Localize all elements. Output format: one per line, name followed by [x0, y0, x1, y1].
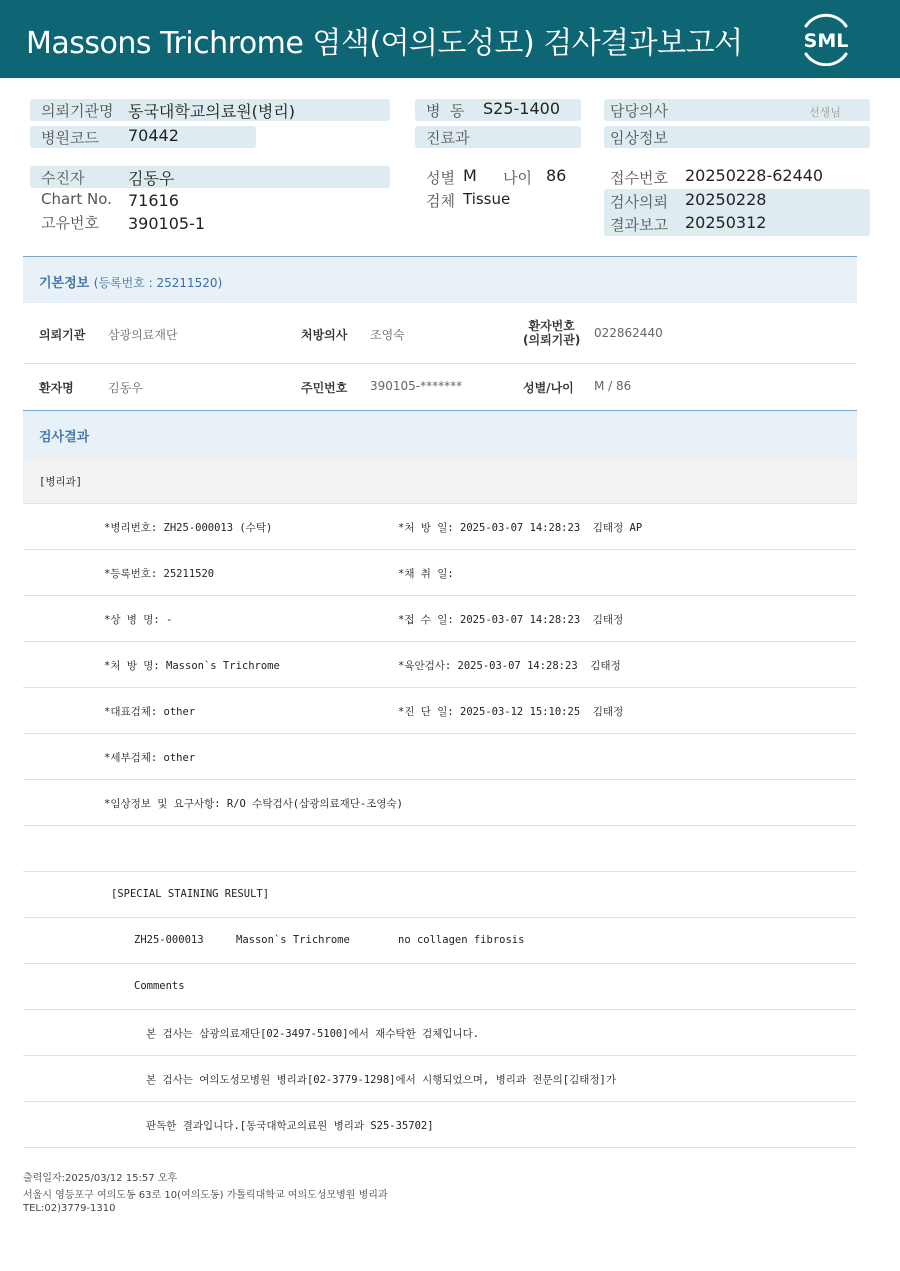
department-label: 진료과 — [426, 129, 470, 147]
result-left: *세부검체: other — [104, 752, 196, 764]
specimen-value: Tissue — [463, 190, 511, 208]
patient-name-val: 김동우 — [108, 381, 143, 395]
request-value: 20250228 — [685, 190, 767, 209]
prescriber-key: 처방의사 — [301, 328, 348, 342]
age-label: 나이 — [503, 169, 532, 187]
sex-label: 성별 — [426, 169, 455, 187]
report-title: Massons Trichrome 염색(여의도성모) 검사결과보고서 — [26, 26, 743, 61]
ward-value: S25-1400 — [483, 99, 561, 118]
hospital-code-value: 70442 — [128, 126, 179, 145]
special-stain: Masson`s Trichrome — [236, 934, 350, 946]
result-left: *대표검체: other — [104, 706, 196, 718]
result-right: *접 수 일: 2025-03-07 14:28:23 김태정 — [398, 614, 624, 626]
result-left: *처 방 명: Masson`s Trichrome — [104, 660, 280, 672]
blank-row — [23, 826, 857, 872]
report-date-value: 20250312 — [685, 213, 767, 232]
patient-name-key: 환자명 — [39, 381, 74, 395]
result-left: *등록번호: 25211520 — [104, 568, 215, 580]
dept-row — [23, 458, 857, 504]
result-row — [23, 734, 857, 780]
special-result: no collagen fibrosis — [398, 934, 525, 946]
comment-row — [23, 1102, 857, 1148]
basic-info-title: 기본정보 — [39, 276, 90, 291]
result-row — [23, 596, 857, 642]
receipt-value: 20250228-62440 — [685, 166, 824, 185]
doctor-suffix: 선생님 — [809, 106, 841, 119]
logo-text: SML — [803, 30, 849, 52]
comment-row — [23, 1010, 857, 1056]
comments-label: Comments — [134, 980, 185, 992]
comment-text: 본 검사는 여의도성모병원 병리과[02-3779-1298]에서 시행되었으며, 병리과 전문의[김태정]가 — [146, 1074, 616, 1086]
result-left: *상 병 명: - — [104, 614, 173, 626]
result-row — [23, 780, 857, 826]
patient-label: 수진자 — [41, 169, 85, 187]
age-value: 86 — [546, 166, 567, 185]
special-result-row — [23, 918, 857, 964]
institution-value: 동국대학교의료원(병리) — [128, 102, 296, 121]
result-row — [23, 642, 857, 688]
receipt-label: 접수번호 — [610, 169, 668, 187]
result-right: *육안검사: 2025-03-07 14:28:23 김태정 — [398, 660, 621, 672]
institution-val: 삼광의료재단 — [108, 328, 178, 342]
report-banner — [0, 0, 900, 78]
special-id: ZH25-000013 — [134, 934, 204, 946]
footer-address: 서울시 영등포구 여의도동 63로 10(여의도동) 가톨릭대학교 여의도성모병원 병리과 — [23, 1190, 388, 1201]
chart-no-label: Chart No. — [41, 190, 112, 208]
doctor-label: 담당의사 — [610, 102, 668, 120]
printed-date: 출력일자:2025/03/12 15:57 오후 — [23, 1173, 178, 1184]
comments-row — [23, 964, 857, 1010]
sex-value: M — [463, 166, 477, 185]
resident-no-key: 주민번호 — [301, 381, 348, 395]
registration-note: (등록번호 : 25211520) — [93, 276, 223, 290]
comment-text: 판독한 결과입니다.[동국대학교의료원 병리과 S25-35702] — [146, 1120, 434, 1132]
resident-no-val: 390105-******* — [370, 379, 463, 393]
dept-label: [병리과] — [39, 476, 83, 488]
comment-row — [23, 1056, 857, 1102]
report-date-label: 결과보고 — [610, 216, 668, 234]
comment-text: 본 검사는 삼광의료재단[02-3497-5100]에서 재수탁한 검체입니다. — [146, 1028, 480, 1040]
result-row — [23, 550, 857, 596]
unique-no-value: 390105-1 — [128, 214, 206, 233]
hospital-code-label: 병원코드 — [41, 129, 99, 147]
special-title: [SPECIAL STAINING RESULT] — [111, 888, 270, 900]
unique-no-label: 고유번호 — [41, 214, 99, 232]
result-right: *채 취 일: — [398, 568, 454, 580]
sex-age-key: 성별/나이 — [523, 381, 574, 395]
patient-value: 김동우 — [128, 169, 175, 188]
basic-info-row-1 — [23, 303, 857, 364]
chart-no-value: 71616 — [128, 191, 179, 210]
basic-info-header — [23, 256, 857, 303]
footer-tel: TEL:02)3779-1310 — [23, 1203, 116, 1214]
result-right: *처 방 일: 2025-03-07 14:28:23 김태정 AP — [398, 522, 643, 534]
result-left: *병리번호: ZH25-000013 (수탁) — [104, 522, 273, 534]
clinical-label: 임상정보 — [610, 129, 668, 147]
results-header — [23, 411, 857, 458]
result-left: *임상정보 및 요구사항: R/O 수탁검사(삼광의료재단-조영숙) — [104, 798, 404, 810]
result-row — [23, 504, 857, 550]
institution-key: 의뢰기관 — [39, 328, 86, 342]
result-right: *진 단 일: 2025-03-12 15:10:25 김태정 — [398, 706, 624, 718]
sml-logo-icon — [796, 12, 856, 66]
results-title: 검사결과 — [39, 430, 90, 445]
patient-no-key-line1: 환자번호 — [528, 319, 575, 333]
prescriber-val: 조영숙 — [370, 328, 405, 342]
patient-no-key — [523, 319, 580, 347]
institution-label: 의뢰기관명 — [41, 102, 114, 120]
sex-age-val: M / 86 — [594, 379, 632, 393]
special-title-row — [23, 872, 857, 918]
specimen-label: 검체 — [426, 192, 455, 210]
patient-no-key-line2: (의뢰기관) — [523, 333, 581, 347]
ward-label: 병 동 — [426, 102, 465, 120]
result-row — [23, 688, 857, 734]
request-label: 검사의뢰 — [610, 193, 668, 211]
basic-info-row-2 — [23, 364, 857, 411]
patient-no-val: 022862440 — [594, 326, 663, 340]
